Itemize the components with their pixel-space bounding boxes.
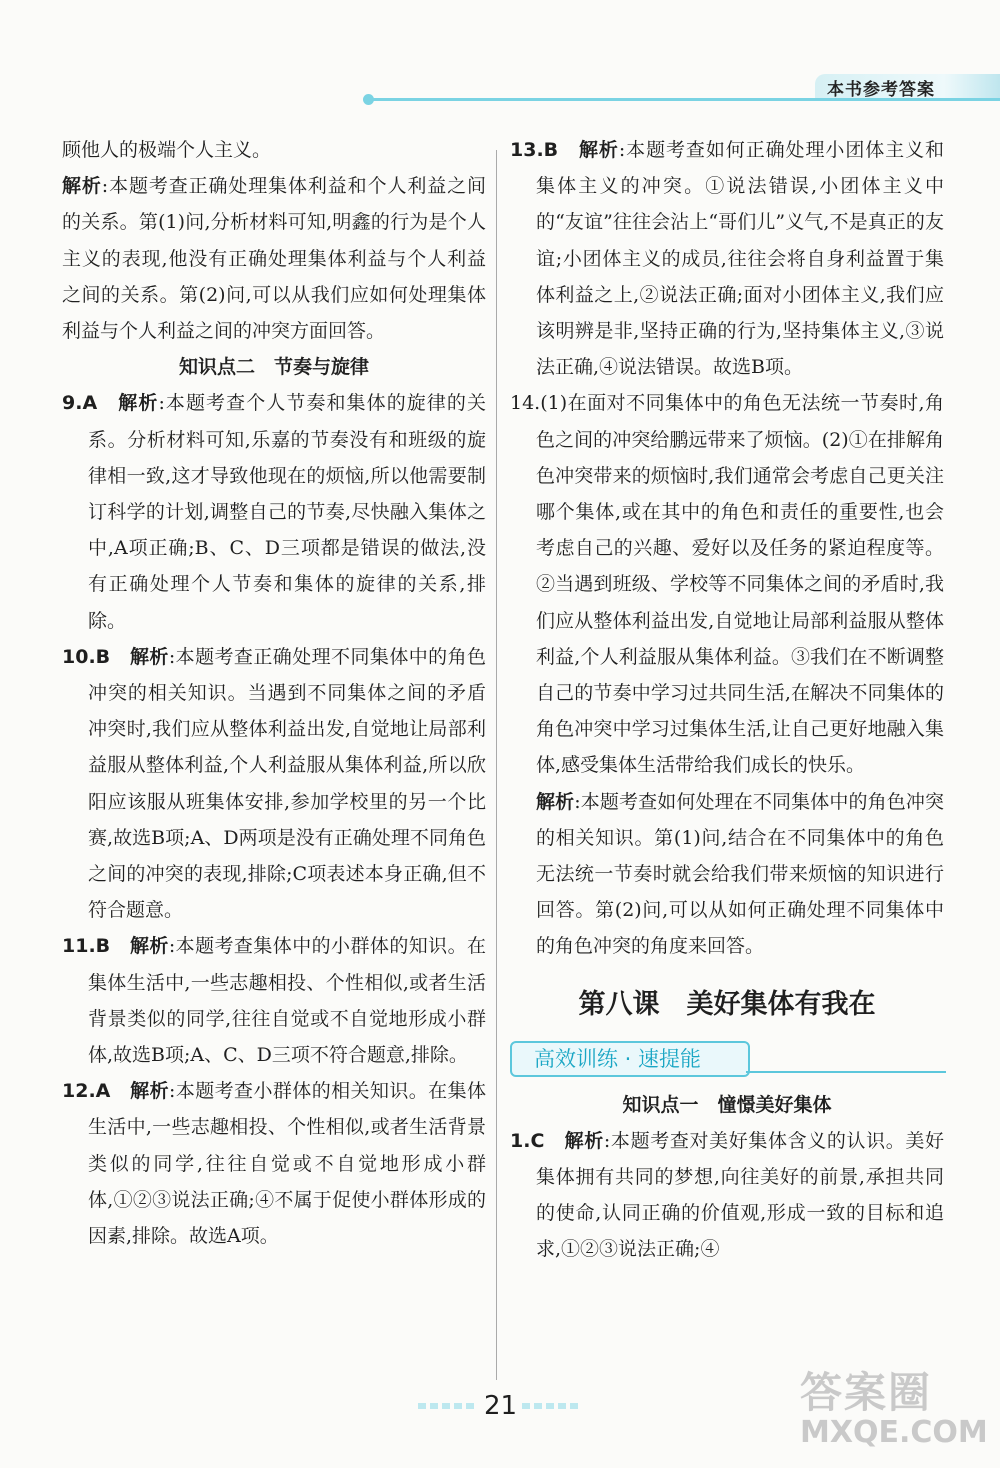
answer-13-head: 13.B 解析	[510, 139, 619, 161]
practice-banner	[510, 1041, 750, 1077]
answer-14-analysis	[510, 784, 944, 965]
answer-11-head: 11.B 解析	[62, 935, 169, 958]
answer-10-text: :本题考查正确处理不同集体中的角色冲突的相关知识。当遇到不同集体之间的矛盾冲突时,我们应从整体利益出发,自觉地让局部利益服从整体利益,个人利益服从集体利益,所以欣阳应该服从班集体安排,参加学校里的另一个比赛,故选B项;A、D两项是没有正确处理不同角色之间的冲突的表现,排除;C项表述本身正确,但不符合题意。	[88, 645, 487, 922]
answer-12-text: :本题考查小群体的相关知识。在集体生活中,一些志趣相投、个性相似,或者生活背景类似的同学,往往自觉或不自觉地形成小群体,①②③说法正确;④不属于促使小群体形成的因素,排除。故选A项。	[88, 1080, 486, 1248]
answer-10-head: 10.B 解析	[62, 645, 169, 668]
page-number-deco-left	[418, 1403, 478, 1409]
answer-12-head: 12.A 解析	[62, 1080, 170, 1103]
column-divider	[496, 150, 497, 1380]
header-title: 本书参考答案	[827, 80, 935, 100]
answer-9-head: 9.A 解析	[62, 392, 159, 415]
watermark-logo	[800, 1370, 990, 1460]
answer-10	[62, 639, 486, 929]
answer-14: 14.(1)在面对不同集体中的角色无法统一节奏时,角色之间的冲突给鹏远带来了烦恼。(2)①在排解角色冲突带来的烦恼时,我们通常会考虑自己更关注哪个集体,或在其中的角色和责任的重要性,也会考虑自己的兴趣、爱好以及任务的紧迫程度等。②当遇到班级、学校等不同集体之间的矛盾时,我们应从整体利益出发,自觉地让局部利益服从整体利益,个人利益服从集体利益。③我们在不断调整自己的节奏中学习过共同生活,在解决不同集体的角色冲突中学习过集体生活,让自己更好地融入集体,感受集体生活带给我们成长的快乐。	[510, 392, 944, 777]
analysis-label-right: 解析	[536, 790, 575, 813]
banner-text: 高效训练 · 速提能	[534, 1046, 702, 1071]
answer-1-head: 1.C 解析	[510, 1129, 604, 1152]
header-tab	[815, 74, 1000, 98]
page-number: 21	[484, 1391, 518, 1421]
answer-13	[510, 132, 944, 385]
answer-9	[62, 385, 486, 638]
answer-9-text: :本题考查个人节奏和集体的旋律的关系。分析材料可知,乐嘉的节奏没有和班级的旋律相一致,这才导致他现在的烦恼,所以他需要制订科学的计划,调整自己的节奏,尽快融入集体之中,A项正确;B、C、D三项都是错误的做法,没有正确处理个人节奏和集体的旋律的关系,排除。	[88, 392, 486, 632]
intro-analysis-text: :本题考查正确处理集体利益和个人利益之间的关系。第(1)问,分析材料可知,明鑫的行为是个人主义的表现,他没有正确处理集体利益与个人利益之间的关系。第(2)问,可以从我们应如何处理集体利益与个人利益之间的冲突方面回答。	[62, 175, 486, 343]
lesson-title: 第八课 美好集体有我在	[578, 988, 876, 1020]
page-number-deco-right	[522, 1403, 582, 1409]
answer-1	[510, 1123, 944, 1268]
section-heading-1: 知识点一 憧憬美好集体	[622, 1093, 832, 1116]
analysis-label: 解析	[62, 175, 102, 198]
answer-1-text: :本题考查对美好集体含义的认识。美好集体拥有共同的梦想,向往美好的前景,承担共同的使命,认同正确的价值观,形成一致的目标和追求,①②③说法正确;④	[536, 1129, 944, 1261]
watermark-line1: 答案圈	[800, 1368, 933, 1417]
intro-analysis	[62, 168, 486, 349]
banner-wrap	[510, 1033, 944, 1083]
watermark-line2: MXQE.COM	[800, 1415, 988, 1450]
answer-12	[62, 1073, 486, 1254]
answer-13-text: :本题考查如何正确处理小团体主义和集体主义的冲突。①说法错误,小团体主义中的“友谊”往往会沾上“哥们儿”义气,不是真正的友谊;小团体主义的成员,往往会将自身利益置于集体利益之上,②说法正确;面对小团体主义,我们应该明辨是非,坚持正确的行为,坚持集体主义,③说法正确,④说法错误。故选B项。	[536, 139, 945, 379]
left-intro: 顾他人的极端个人主义。	[62, 139, 272, 161]
banner-rule	[746, 1071, 946, 1073]
left-column	[62, 132, 486, 1254]
section-heading-2: 知识点二 节奏与旋律	[178, 356, 369, 379]
right-column	[510, 132, 944, 1268]
answer-14-analysis-text: :本题考查如何处理在不同集体中的角色冲突的相关知识。第(1)问,结合在不同集体中的角色无法统一节奏时就会给我们带来烦恼的知识进行回答。第(2)问,可以从如何正确处理不同集体中的角色冲突的角度来回答。	[536, 790, 944, 958]
answer-11	[62, 928, 486, 1073]
answer-11-text: :本题考查集体中的小群体的知识。在集体生活中,一些志趣相投、个性相似,或者生活背景类似的同学,往往自觉或不自觉地形成小群体,故选B项;A、C、D三项不符合题意,排除。	[88, 935, 487, 1067]
